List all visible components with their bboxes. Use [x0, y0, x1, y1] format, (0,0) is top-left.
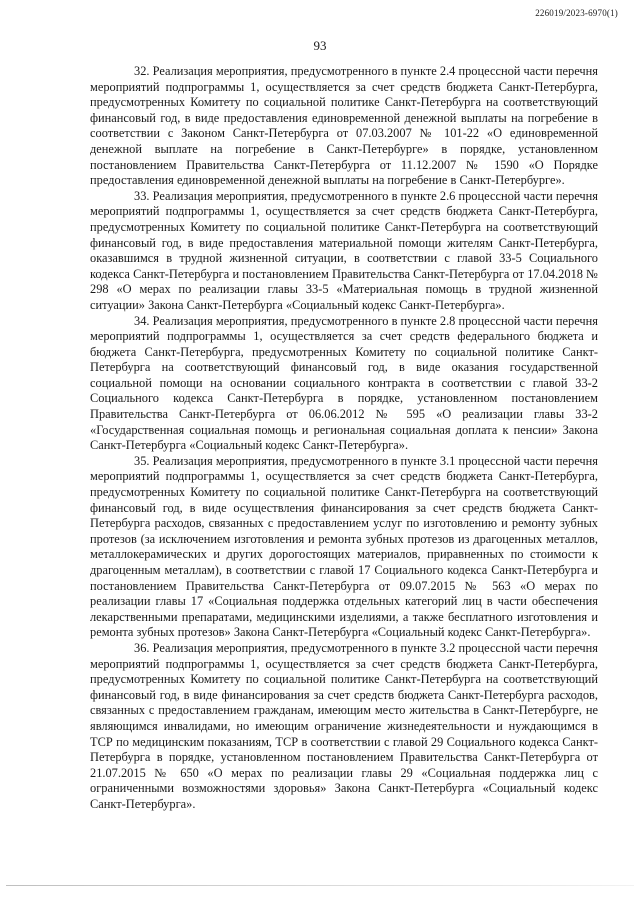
paragraph-35: 35. Реализация мероприятия, предусмотренного в пункте 3.1 процессной части перечня мероприятий подпрограммы 1, осуществляется за счет средств бюджета Санкт-Петербурга, предусмотренных Комитету по социальной политике Санкт-Петербурга на соответствующий финансовый год, в виде осуществления финансирования за счет средств бюджета Санкт-Петербурга расходов, связанных с предоставлением услуг по изготовлению и ремонту зубных протезов (за исключением изготовления и ремонта зубных протезов из драгоценных металлов, металлокерамических и других дорогостоящих материалов, приравненных по стоимости к драгоценным металлам), в соответствии с главой 17 Социального кодекса Санкт-Петербурга и постановлением Правительства Санкт-Петербурга от 09.07.2015 № 563 «О мерах по реализации главы 17 «Социальная поддержка отдельных категорий лиц в части обеспечения лекарственными препаратами, медицинскими изделиями, а также бесплатного изготовления и ремонта зубных протезов» Закона Санкт-Петербурга «Социальный кодекс Санкт-Петербурга».	[90, 453, 598, 640]
paragraph-34: 34. Реализация мероприятия, предусмотренного в пункте 2.8 процессной части перечня мероприятий подпрограммы 1, осуществляется за счет средств федерального бюджета и бюджета Санкт-Петербурга, предусмотренных Комитету по социальной политике Санкт-Петербурга на соответствующий финансовый год, в виде оказания государственной социальной помощи на основании социального контракта в соответствии с главой 33-2 Социального кодекса Санкт-Петербурга в порядке, установленном постановлением Правительства Санкт-Петербурга от 06.06.2012 № 595 «О реализации главы 33-2 «Государственная социальная помощь и региональная социальная доплата к пенсии» Закона Санкт-Петербурга «Социальный кодекс Санкт-Петербурга».	[90, 313, 598, 453]
paragraph-36: 36. Реализация мероприятия, предусмотренного в пункте 3.2 процессной части перечня мероприятий подпрограммы 1, осуществляется за счет средств бюджета Санкт-Петербурга, предусмотренных Комитету по социальной политике Санкт-Петербурга на соответствующий финансовый год, в виде финансирования за счет средств бюджета Санкт-Петербурга расходов, связанных с предоставлением гражданам, имеющим место жительства в Санкт-Петербурге, не являющимся инвалидами, но имеющим ограничение жизнедеятельности и нуждающимся в ТСР по медицинским показаниям, ТСР в соответствии с главой 29 Социального кодекса Санкт-Петербурга в порядке, установленном постановлением Правительства Санкт-Петербурга от 21.07.2015 № 650 «О мерах по реализации главы 29 «Социальная поддержка лиц с ограниченными возможностями здоровья» Закона Санкт-Петербурга «Социальный кодекс Санкт-Петербурга».	[90, 640, 598, 811]
document-id: 226019/2023-6970(1)	[535, 8, 618, 18]
paragraph-33: 33. Реализация мероприятия, предусмотренного в пункте 2.6 процессной части перечня мероприятий подпрограммы 1, осуществляется за счет средств бюджета Санкт-Петербурга, предусмотренных Комитету по социальной политике Санкт-Петербурга на соответствующий финансовый год, в виде предоставления материальной помощи жителям Санкт-Петербурга, оказавшимся в трудной жизненной ситуации, в соответствии с главой 33-5 Социального кодекса Санкт-Петербурга и постановлением Правительства Санкт-Петербурга от 17.04.2018 № 298 «О мерах по реализации главы 33-5 «Материальная помощь в трудной жизненной ситуации» Закона Санкт-Петербурга «Социальный кодекс Санкт-Петербурга».	[90, 188, 598, 312]
paragraph-32: 32. Реализация мероприятия, предусмотренного в пункте 2.4 процессной части перечня мероприятий подпрограммы 1, осуществляется за счет средств бюджета Санкт-Петербурга, предусмотренных Комитету по социальной политике Санкт-Петербурга на соответствующий финансовый год, в виде предоставления единовременной денежной выплаты на погребение в соответствии с Законом Санкт-Петербурга от 07.03.2007 № 101-22 «О единовременной денежной выплате на погребение в Санкт-Петербурге» в порядке, установленном постановлением Правительства Санкт-Петербурга от 11.12.2007 № 1590 «О Порядке предоставления единовременной денежной выплаты на погребение в Санкт-Петербурге».	[90, 64, 598, 188]
page-number: 93	[313, 38, 327, 53]
document-body	[90, 64, 598, 813]
scan-edge-line	[6, 885, 634, 886]
